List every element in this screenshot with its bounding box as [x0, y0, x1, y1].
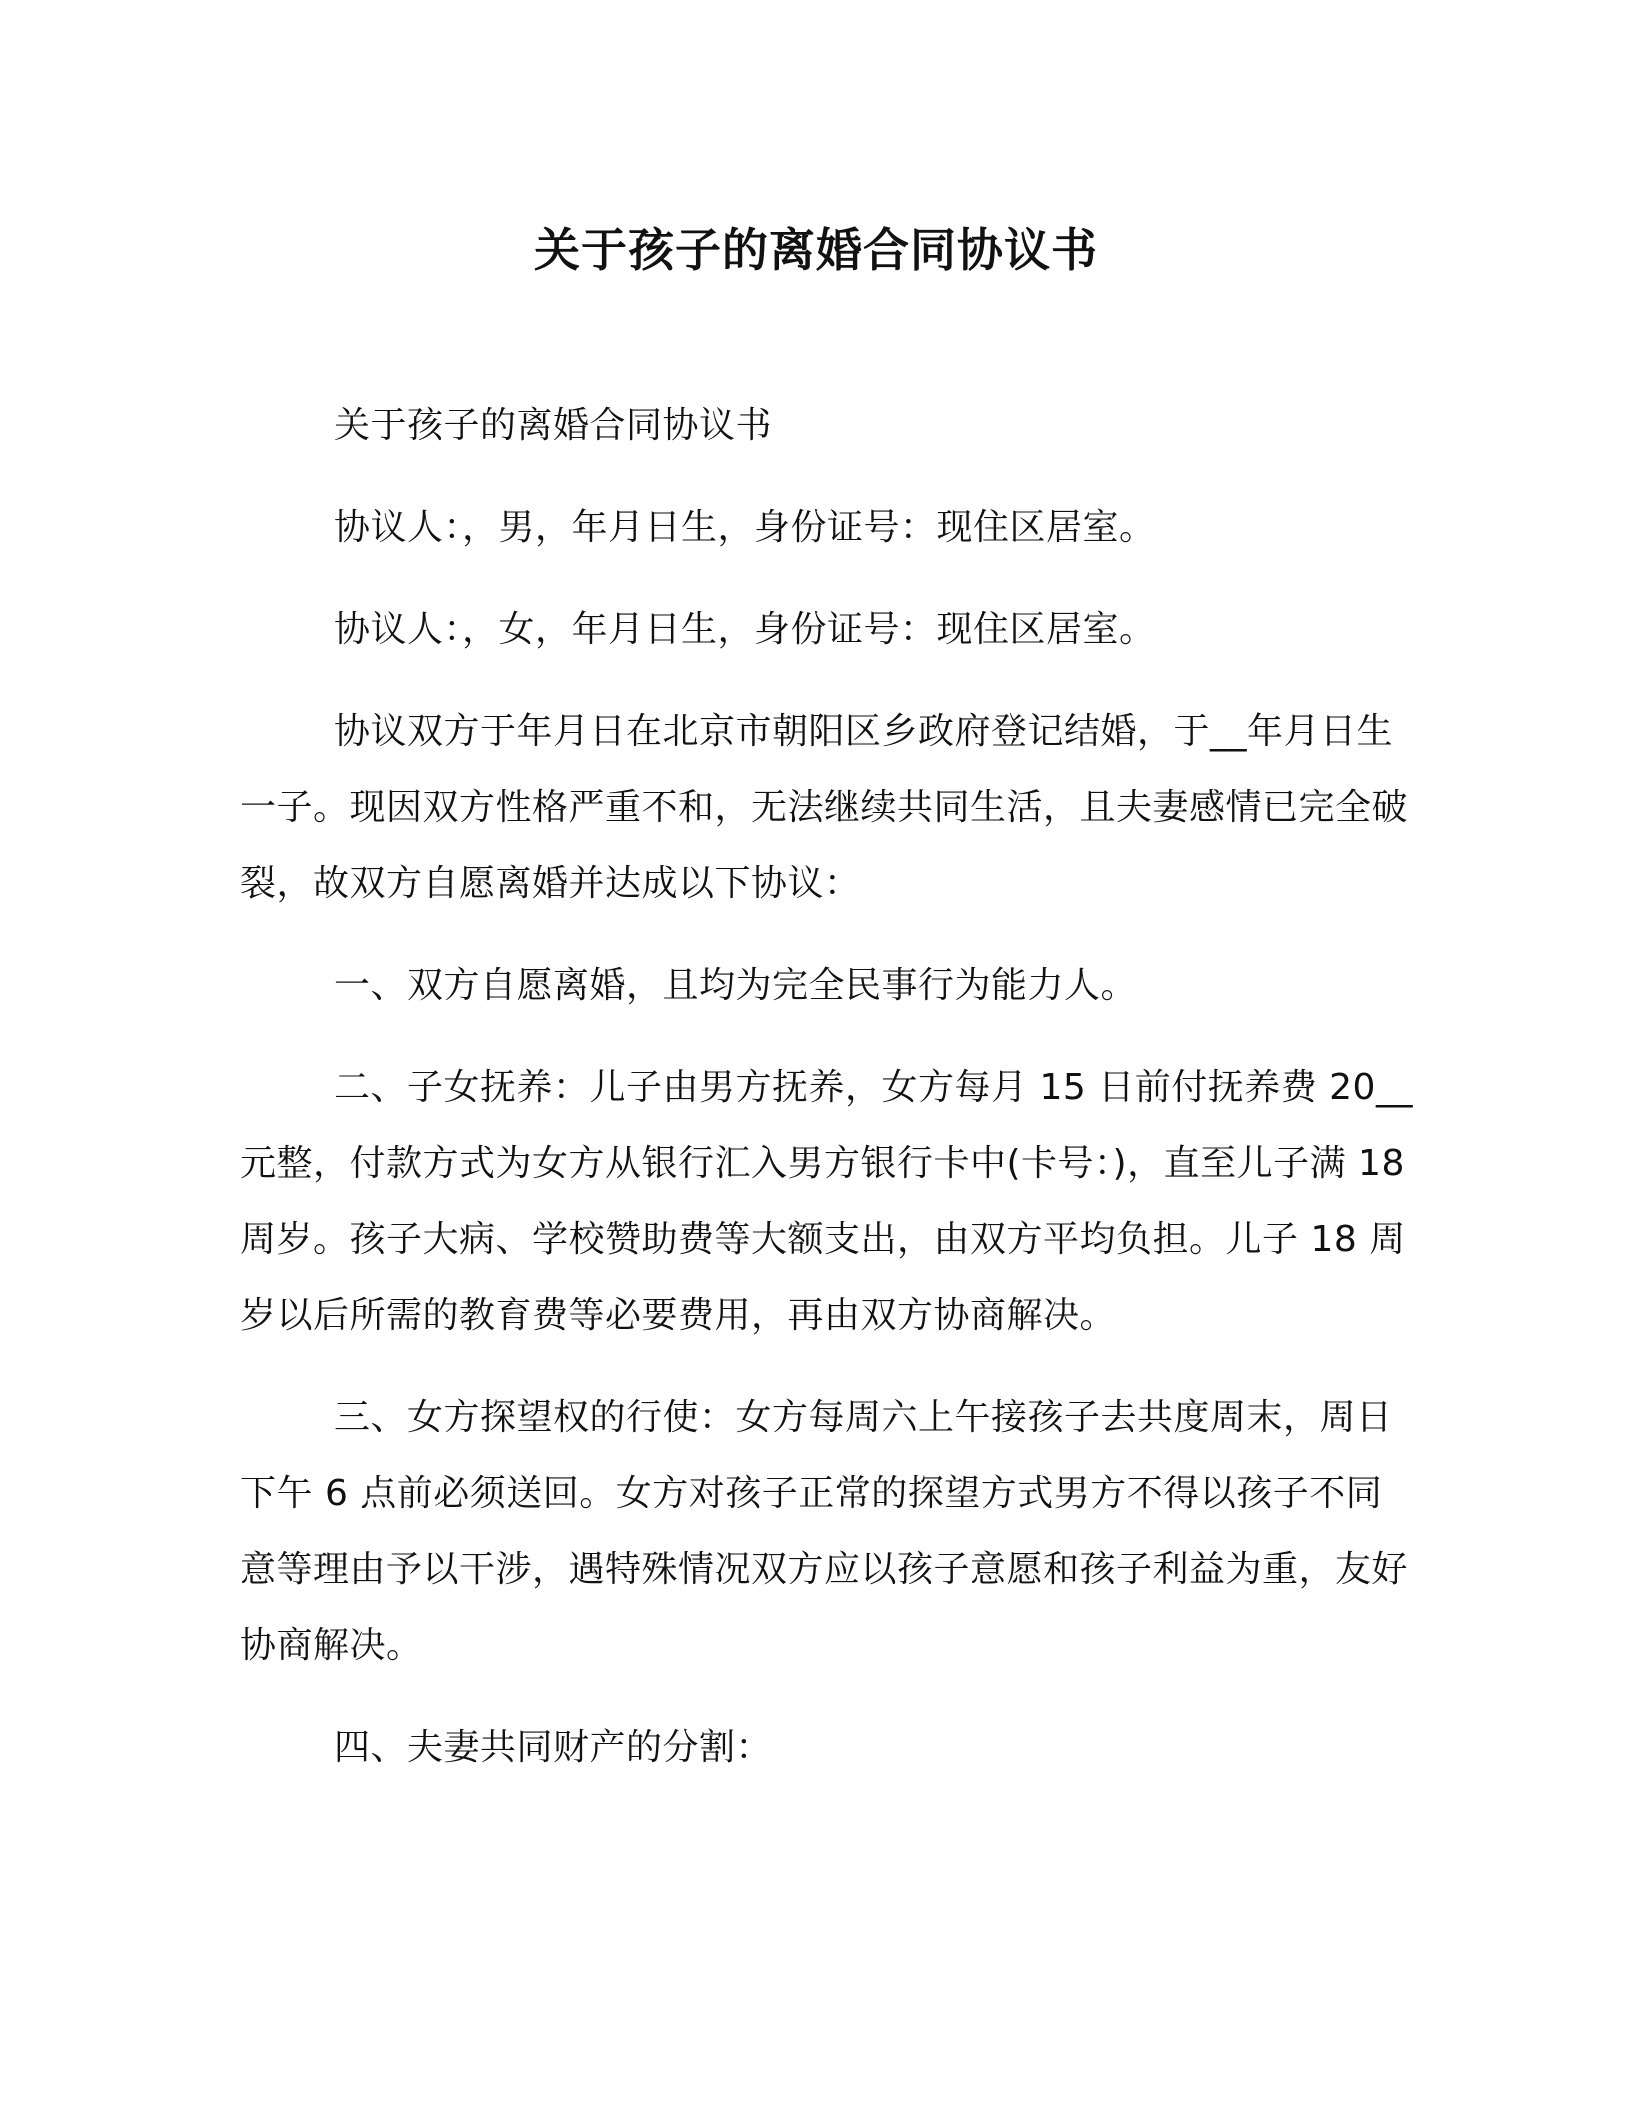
paragraph-preamble: 协议双方于年月日在北京市朝阳区乡政府登记结婚，于__年月日生一子。现因双方性格严重不和，无法继续共同生活，且夫妻感情已完全破裂，故双方自愿离婚并达成以下协议： — [240, 711, 1409, 904]
paragraph-clause-3: 三、女方探望权的行使：女方每周六上午接孩子去共度周末，周日下午 6 点前必须送回。女方对孩子正常的探望方式男方不得以孩子不同意等理由予以干涉，遇特殊情况双方应以孩子意愿和孩子利益为重，友好协商解决。 — [240, 1397, 1409, 1666]
paragraph-clause-2: 二、子女抚养：儿子由男方抚养，女方每月 15 日前付抚养费 20__元整，付款方式为女方从银行汇入男方银行卡中(卡号：)，直至儿子满 18 周岁。孩子大病、学校赞助费等大额支出，由双方平均负担。儿子 18 周岁以后所需的教育费等必要费用，再由双方协商解决。 — [240, 1067, 1413, 1336]
paragraph-party-female: 协议人：，女，年月日生，身份证号：现住区居室。 — [334, 609, 1156, 650]
paragraph-clause-4: 四、夫妻共同财产的分割： — [334, 1727, 773, 1768]
paragraph-clause-1: 一、双方自愿离婚，且均为完全民事行为能力人。 — [334, 965, 1138, 1006]
paragraph-heading: 关于孩子的离婚合同协议书 — [334, 405, 773, 446]
paragraph-party-male: 协议人：，男，年月日生，身份证号：现住区居室。 — [334, 507, 1156, 548]
document-title: 关于孩子的离婚合同协议书 — [534, 223, 1098, 277]
document-body — [240, 388, 1416, 1812]
